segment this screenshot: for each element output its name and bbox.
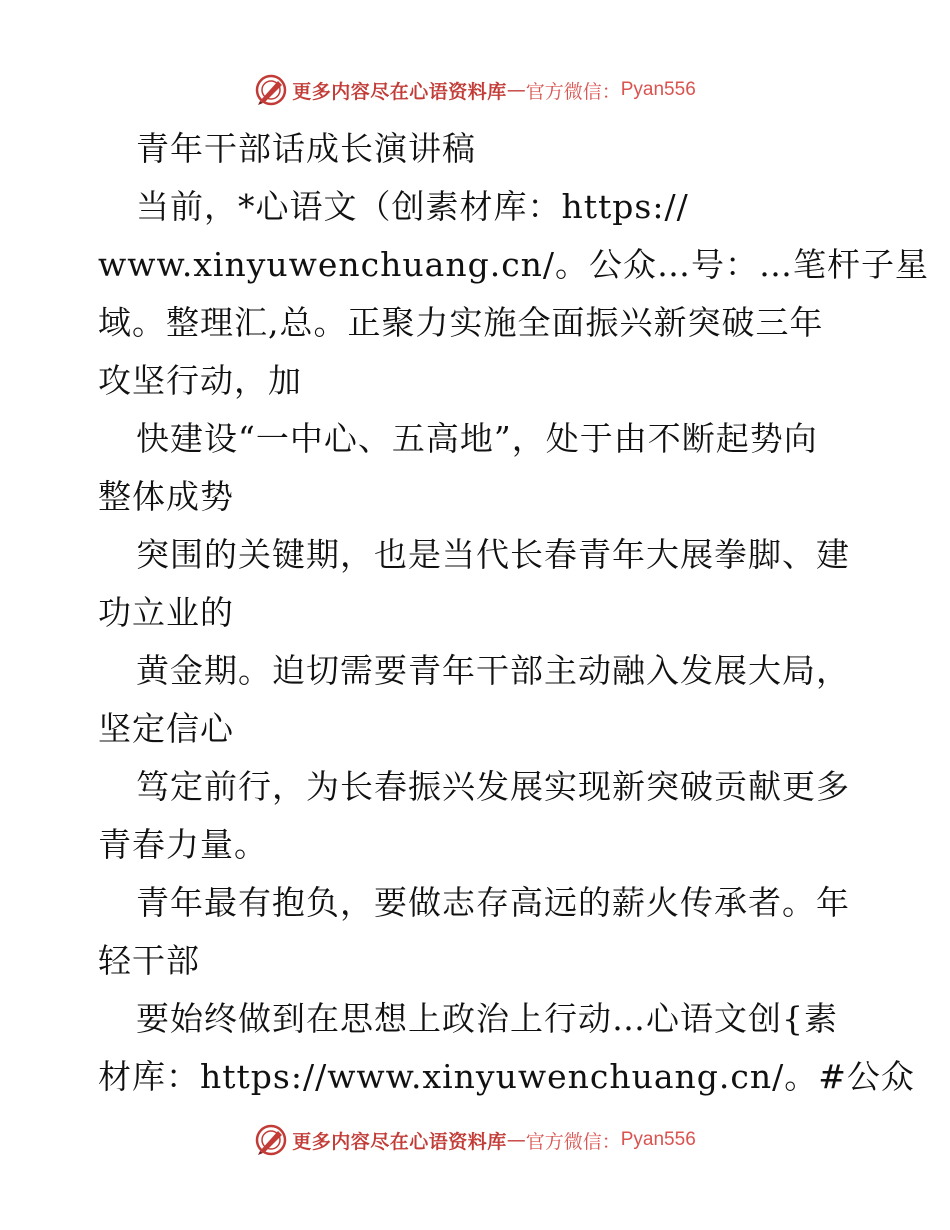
paragraph-line: 坚定信心 — [98, 709, 234, 748]
header-wechat-label: 官方微信： — [525, 80, 621, 103]
footer-wechat-label: 官方微信： — [525, 1130, 621, 1153]
document-title: 青年干部话成长演讲稿 — [136, 129, 476, 168]
paragraph-line: 突围的关键期，也是当代长春青年大展拳脚、建 — [136, 535, 850, 574]
paragraph-line: 黄金期。迫切需要青年干部主动融入发展大局， — [136, 651, 850, 690]
footer-watermark — [0, 1120, 950, 1160]
paragraph-line: 当前，*心语文（创素材库：https:// — [136, 187, 689, 226]
footer-brand-text: 更多内容尽在心语资料库 — [292, 1130, 507, 1153]
paragraph-line: 快建设“一中心、五高地”，处于由不断起势向 — [136, 419, 818, 458]
paragraph-line: 轻干部 — [98, 941, 200, 980]
footer-separator: — — [506, 1129, 526, 1151]
pen-logo-icon — [254, 1123, 288, 1157]
paragraph-line: 攻坚行动，加 — [98, 361, 302, 400]
paragraph-line: 笃定前行，为长春振兴发展实现新突破贡献更多 — [136, 767, 850, 806]
paragraph-line: 青年最有抱负，要做志存高远的薪火传承者。年 — [136, 883, 850, 922]
pen-logo-icon — [254, 73, 288, 107]
paragraph-line: 青春力量。 — [98, 825, 268, 864]
header-separator: — — [506, 79, 526, 101]
paragraph-line: 材库：https://www.xinyuwenchuang.cn/。#公众 — [98, 1057, 915, 1096]
footer-wechat-id: Pyan556 — [620, 1129, 696, 1150]
paragraph-line: 要始终做到在思想上政治上行动…心语文创{素 — [136, 999, 838, 1038]
header-brand-text: 更多内容尽在心语资料库 — [292, 80, 507, 103]
paragraph-line: 整体成势 — [98, 477, 234, 516]
document-body — [98, 120, 930, 1106]
header-wechat-id: Pyan556 — [620, 79, 696, 100]
paragraph-line: 域。整理汇,总。正聚力实施全面振兴新突破三年 — [98, 303, 824, 342]
paragraph-line: www.xinyuwenchuang.cn/。公众…号：…笔杆子星 — [98, 245, 930, 284]
paragraph-line: 功立业的 — [98, 593, 234, 632]
header-watermark — [0, 70, 950, 110]
